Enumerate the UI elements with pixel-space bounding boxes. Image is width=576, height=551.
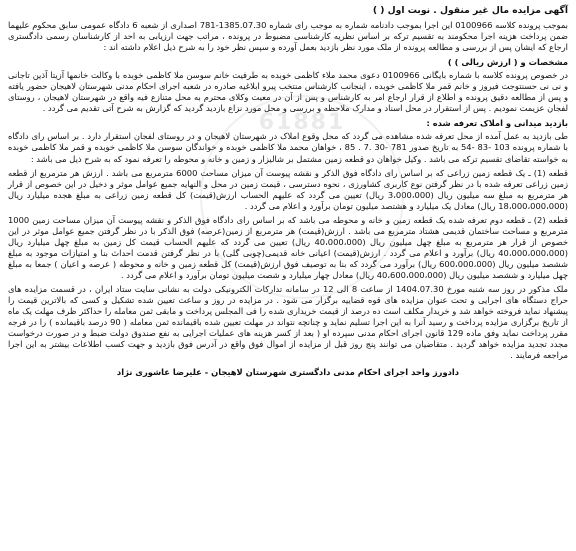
- auction-paragraph: ملک مذکور در روز سه شنبه مورخ 1404.07.30 از ساعت 8 الی 12 در سامانه تدارکات الکترونیکی دولت به نشانی سایت ستاد ایران ، در قسمت مزایده های حراج دستگاه های اجرایی و تحت عنوان مزایده های قوه قضاییه برگزار می شود . در مزایده در روز و ساعت تعیین شده تشکیل و کسی که بالاترین قیمت را پیشنهاد نماید فروخته خواهد شد و خریدار مکلف است ده درصد از قیمت خریداری شده را فی المجلس پرداخت و مابقی ثمن معامله را حداکثر ظرف مهلت یک ماه از تاریخ برگزاری مزایده پرداخت و رسید آنرا به این اجرا تسلیم نماید و چنانچه نتواند در مهلت تعیین شده باقیمانده ثمن معامله ( 90 درصد باقیمانده ) را در فرجه مقرر پرداخت نماید وفق ماده 129 قانون اجرای احکام مدنی سپرده او ( بعد از کسر هزینه های عملیات اجرایی به نفع صندوق دولت ضبط و در صورت درخواست مجدد تجدید مزایده خواهد گردید . متقاضیان می توانند پنج روز قبل از مزایده از اموال فوق واقع در آدرس فوق بازدید و جهت کسب اطلاعات بیشتر به این اجرا مراجعه فرمایند .: [8, 284, 569, 361]
- specs-paragraph: در خصوص پرونده کلاسه با شماره بایگانی 0100966 دعوی محمد ملاء کاظمی خوبده به طرفیت خانم سوسن ملا کاظمی خوبده با وکالت خانمها آزیتا آذین تاجانی و نی نی حسنتوجت فیروز و خانم قمر ملا کاظمی خوبده ، اینجانب کارشناس منتخب پیرو ابلاغیه صادره در شعبه اجرای احکام مدنی شهرستان لاهیجان حضور یافته و پس از مطالعه دقیق پرونده و اطلاع از قرار ارجاع امر به کارشناس و پس از آن در معیت وکلای محترم به محل متنازع فیه واقع در شهرستان لاهیجان ، روستای لفجان عزیمت نمودیم . پس از استقرار در محل اسناد و مدارک ملاحظه و بررسی و محل مورد نزاع بازدید گردید که گزارش به شرح آتی تقدیم می گردد .: [8, 70, 568, 114]
- notice-title: آگهی مزایده مال غیر منقول . نوبت اول ( ): [372, 5, 568, 16]
- specs-heading: مشخصات و ( ارزش ریالی ) ): [447, 57, 568, 68]
- visit-paragraph: طی بازدید به عمل آمده از محل تعرفه شده مشاهده می گردد که محل وقوع املاک در شهرستان لاهیجان و در روستای لفجان استقرار دارد . بر اساس رای دادگاه با شماره پرونده 103 -83 -54 به تاریخ صدور 781 -30 .7 . 85 ، خواهان محمد ملا کاظمی خوبده و خواندگان سوسن ملا کاظمی خوبده و قمر ملا کاظمی خوبده به خواسته تقاضای تقسیم ترکه می باشد . وکیل خواهان دو قطعه زمین مشتمل بر شالیزار و زمین و خانه و محوطه را تعرفه نمود که به شرح ذیل می باشد :: [8, 131, 568, 164]
- parcel-2-paragraph: قطعه (2) ـ قطعه دوم تعرفه شده یک قطعه زمین و خانه و محوطه می باشد که بر اساس رای دادگاه فوق الذکر و نقشه پیوست آن میزان مساحت زمین 1000 مترمربع و مساحت ساختمان قدیمی هشتاد مترمربع می باشد . ارزش(قیمت) هر مترمربع از زمین(عرصه) فوق الذکر با در نظر گرفتن جمیع عوامل موثر در این خصوص از قرار هر مترمربع به مبلغ چهل میلیون ریال (40،000،000 ریال) تعیین می گردد که علیهم الحساب قیمت کل زمین به مبلغ چهل میلیارد ریال (40،000،000،000 ریال) برآورد و اعلام می گردد . ارزش(قیمت) اعیانی خانه قدیمی(چوبی گلی) با در نظر گرفتن قدمت احداث بنا و امتیازات موجود به مبلغ ششصد میلیون ریال (600،000،000 ریال) برآورد می گردد که بنا به توصیف فوق ارزش(قیمت) کل قطعه زمین و خانه و محوطه ( عرصه و اعیان ) جمعا به مبلغ چهل میلیارد و ششصد میلیون ریال (40،600،000،000 ریال) معادل چهار میلیارد و شصت میلیون تومان برآورد و اعلام می گردد .: [8, 214, 568, 280]
- watermark-digits: 61881: [258, 110, 346, 135]
- parcel-1-paragraph: قطعه (1) ـ یک قطعه زمین زراعی که بر اساس رای دادگاه فوق الذکر و نقشه پیوست آن میزان مساحت 6000 مترمربع می باشد . ارزش هر مترمربع از قطعه زمین زراعی تعرفه شده با در نظر گرفتن نوع کاربری کشاورزی ، نحوه دسترسی ، قیمت زمین در محل و النهایه جمیع عوامل موثر و دخیل در این خصوص از قرار هر مترمربع به مبلغ سه میلیون ریال (3،000،000 ریال) تعیین می گردد که علیهم الحساب ارزش(قیمت) کل قطعه زمین زراعی به مبلغ هجده میلیارد ریال (18،000،000،000 ریال) معادل یک میلیارد و هشتصد میلیون تومان برآورد و اعلام می گردد .: [8, 167, 569, 211]
- signature-line: دادورز واحد اجرای احکام مدنی دادگستری شهرستان لاهیجان - علیرضا عاشوری نژاد: [116, 367, 460, 378]
- intro-paragraph: بموجب پرونده کلاسه 0100966 این اجرا بموجب دادنامه شماره به موجب رای شماره 1385.07.30-781 اصداری از شعبه 6 دادگاه عمومی سابق محکوم علیهما ضمن پرداخت هزینه اجرا محکومند به تقسیم ترکه بر اساس نظریه کارشناسی مضبوط در پرونده ، مراتب جهت ارزیابی به احد از کارشناسان رسمی دادگستری ارجاع که ایشان پس از بررسی و مطالعه پرونده از ملک مورد نظر بازدید بعمل آورده و سپس نظر خود را به شرح ذیل اعلام داشته اند :: [8, 20, 568, 53]
- visit-heading: بازدید میدانی و املاک تعرفه شده :: [426, 118, 568, 129]
